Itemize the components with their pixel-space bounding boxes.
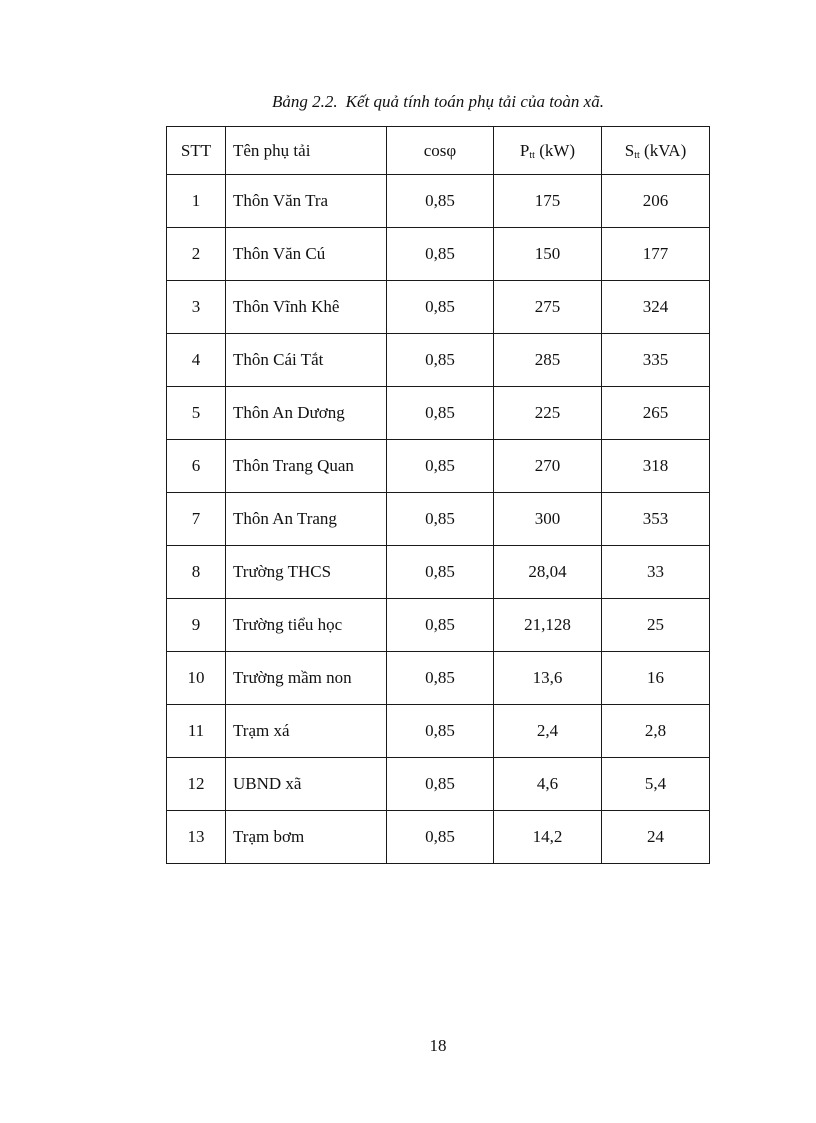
cell-stt: 9 [167, 599, 226, 652]
cell-stt: 12 [167, 758, 226, 811]
cell-name: Trường tiểu học [226, 599, 387, 652]
cell-p: 225 [494, 387, 602, 440]
table-row [167, 334, 710, 387]
cell-s: 353 [602, 493, 710, 546]
load-results-table [166, 126, 710, 864]
table-row [167, 705, 710, 758]
cell-stt: 1 [167, 175, 226, 228]
cell-stt: 11 [167, 705, 226, 758]
table-row [167, 599, 710, 652]
table-row [167, 387, 710, 440]
caption-text: Kết quả tính toán phụ tải của toàn xã. [345, 92, 604, 111]
caption-label: Bảng 2.2. [272, 92, 338, 111]
cell-name: Thôn An Trang [226, 493, 387, 546]
cell-s: 177 [602, 228, 710, 281]
table-header-row [167, 127, 710, 175]
cell-name: UBND xã [226, 758, 387, 811]
header-p-symbol: P [519, 140, 530, 160]
cell-cos: 0,85 [387, 493, 494, 546]
table-row [167, 228, 710, 281]
cell-stt: 4 [167, 334, 226, 387]
cell-p: 14,2 [494, 811, 602, 864]
table-row [167, 811, 710, 864]
header-s-subscript: tt [634, 149, 640, 161]
cell-name: Thôn Văn Tra [226, 175, 387, 228]
table-row [167, 440, 710, 493]
cell-stt: 8 [167, 546, 226, 599]
cell-stt: 5 [167, 387, 226, 440]
cell-cos: 0,85 [387, 599, 494, 652]
cell-name: Thôn Vĩnh Khê [226, 281, 387, 334]
header-p-unit: (kW) [534, 140, 576, 160]
header-stt: STT [167, 127, 226, 175]
cell-p: 4,6 [494, 758, 602, 811]
cell-name: Trạm xá [226, 705, 387, 758]
cell-p: 175 [494, 175, 602, 228]
table-row [167, 546, 710, 599]
cell-cos: 0,85 [387, 705, 494, 758]
table-row [167, 758, 710, 811]
cell-name: Trường mầm non [226, 652, 387, 705]
header-p-subscript: tt [529, 149, 535, 161]
cell-stt: 3 [167, 281, 226, 334]
cell-p: 300 [494, 493, 602, 546]
cell-cos: 0,85 [387, 440, 494, 493]
cell-cos: 0,85 [387, 811, 494, 864]
cell-s: 318 [602, 440, 710, 493]
cell-s: 16 [602, 652, 710, 705]
cell-p: 275 [494, 281, 602, 334]
cell-s: 2,8 [602, 705, 710, 758]
header-p [494, 127, 602, 175]
cell-cos: 0,85 [387, 228, 494, 281]
cell-p: 13,6 [494, 652, 602, 705]
cell-name: Trạm bơm [226, 811, 387, 864]
cell-name: Thôn Trang Quan [226, 440, 387, 493]
cell-cos: 0,85 [387, 758, 494, 811]
cell-cos: 0,85 [387, 652, 494, 705]
cell-cos: 0,85 [387, 387, 494, 440]
page-number: 18 [429, 1036, 447, 1055]
cell-stt: 6 [167, 440, 226, 493]
cell-p: 150 [494, 228, 602, 281]
cell-s: 206 [602, 175, 710, 228]
cell-cos: 0,85 [387, 334, 494, 387]
table-caption [0, 92, 816, 112]
cell-p: 285 [494, 334, 602, 387]
header-s-symbol: S [624, 140, 635, 160]
cell-cos: 0,85 [387, 175, 494, 228]
header-s [602, 127, 710, 175]
cell-s: 33 [602, 546, 710, 599]
cell-p: 270 [494, 440, 602, 493]
table-row [167, 493, 710, 546]
cell-name: Thôn Cái Tắt [226, 334, 387, 387]
table-row [167, 652, 710, 705]
cell-stt: 7 [167, 493, 226, 546]
table-row [167, 281, 710, 334]
cell-cos: 0,85 [387, 281, 494, 334]
cell-p: 2,4 [494, 705, 602, 758]
cell-name: Thôn An Dương [226, 387, 387, 440]
cell-stt: 10 [167, 652, 226, 705]
cell-name: Thôn Văn Cú [226, 228, 387, 281]
header-s-unit: (kVA) [639, 140, 687, 160]
cell-cos: 0,85 [387, 546, 494, 599]
cell-s: 335 [602, 334, 710, 387]
cell-p: 21,128 [494, 599, 602, 652]
cell-stt: 13 [167, 811, 226, 864]
cell-s: 25 [602, 599, 710, 652]
cell-s: 24 [602, 811, 710, 864]
table-row [167, 175, 710, 228]
cell-s: 324 [602, 281, 710, 334]
cell-name: Trường THCS [226, 546, 387, 599]
cell-p: 28,04 [494, 546, 602, 599]
cell-s: 265 [602, 387, 710, 440]
header-name: Tên phụ tải [226, 127, 387, 175]
header-cos: cosφ [387, 127, 494, 175]
cell-s: 5,4 [602, 758, 710, 811]
cell-stt: 2 [167, 228, 226, 281]
